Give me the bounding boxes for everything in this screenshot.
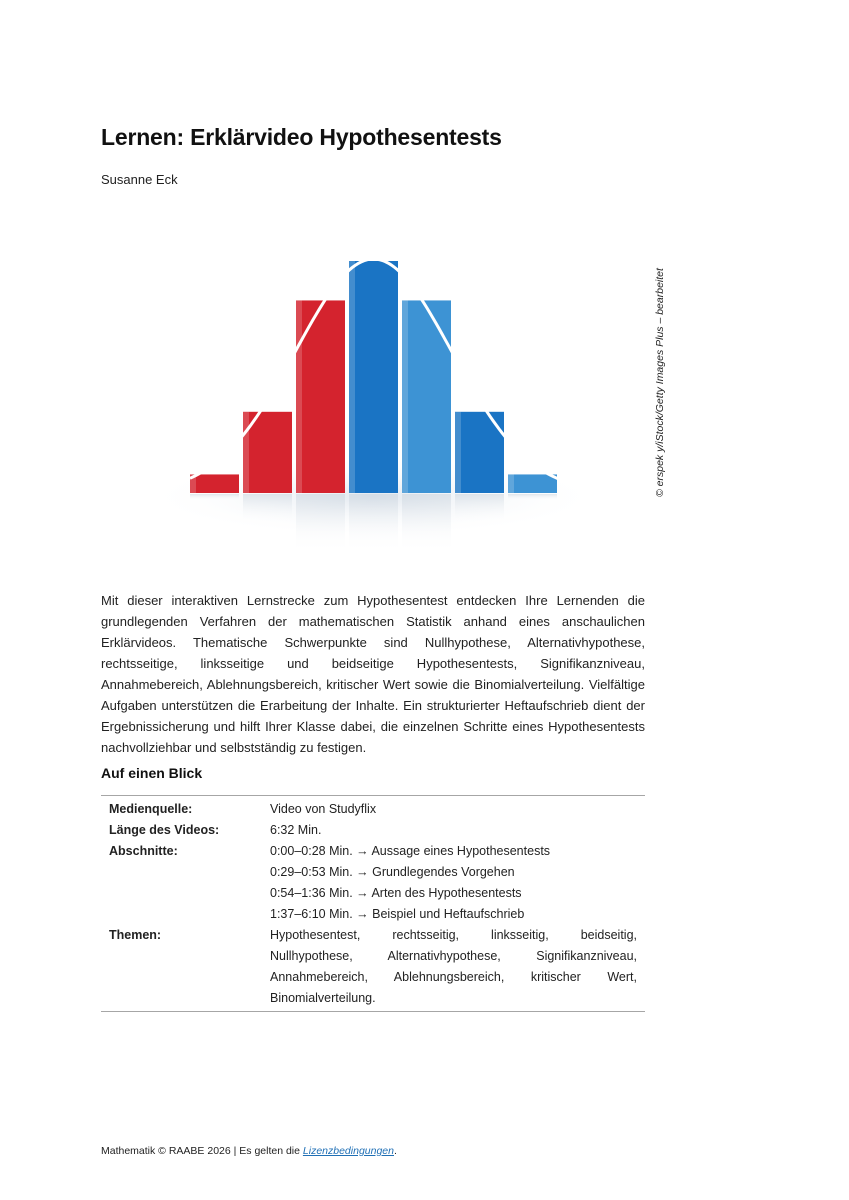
length-value: 6:32 Min.: [270, 823, 322, 837]
bar-reflection: [455, 494, 504, 522]
bar-reflection: [402, 494, 451, 554]
bar-reflection: [243, 494, 292, 522]
cover-image: [101, 212, 646, 572]
normal-distribution-histogram: [101, 212, 646, 572]
footer-text: Mathematik © RAABE 2026 | Es gelten die: [101, 1145, 303, 1157]
bar-highlight: [243, 412, 249, 493]
sections-row: [101, 841, 645, 925]
overview-heading: Auf einen Blick: [101, 765, 203, 781]
bar-highlight: [455, 412, 461, 493]
section-item: 1:37–6:10 Min. → Beispiel und Heftaufschrieb: [270, 907, 525, 921]
footer-end: .: [394, 1145, 397, 1157]
author: Susanne Eck: [101, 172, 178, 187]
page-title: Lernen: Erklärvideo Hypothesentests: [101, 124, 502, 150]
length-row: [101, 820, 645, 841]
bar-highlight: [402, 300, 408, 493]
bar-reflection: [190, 494, 239, 500]
bar-reflection: [349, 494, 398, 554]
bar-reflection: [508, 494, 557, 500]
topics-value: Hypothesentest, rechtsseitig, linksseitig, beidseitig, Nullhypothese, Alternativhypothese, Signifikanzniveau, Annahmebereich, Ablehnungsbereich, kritischer Wert, Binomialverteilung.: [270, 928, 637, 1005]
sections-label: Abschnitte:: [109, 844, 178, 858]
media-value: Video von Studyflix: [270, 802, 377, 816]
bar-highlight: [349, 261, 355, 493]
bar-reflection: [296, 494, 345, 554]
license-link[interactable]: Lizenzbedingungen: [302, 1145, 394, 1157]
topics-row: [101, 925, 645, 1009]
bar-highlight: [296, 300, 302, 493]
media-row: [101, 799, 645, 820]
sections-list: [270, 841, 637, 925]
bar-highlight: [508, 474, 514, 493]
histogram-bar: [190, 474, 239, 493]
length-label: Länge des Videos:: [109, 823, 220, 837]
topics-label: Themen:: [109, 928, 162, 942]
section-item: 0:54–1:36 Min. → Arten des Hypothesentests: [270, 886, 522, 900]
media-label: Medienquelle:: [109, 802, 193, 816]
overview-table: [101, 795, 645, 1012]
intro-paragraph: Mit dieser interaktiven Lernstrecke zum Hypothesentest entdecken Ihre Lernenden die grundlegenden Verfahren der mathematischen Statistik anhand eines anschaulichen Erklärvideos. Thematische Schwerpunkte sind Nullhypothese, Alternativhypothese, rechtsseitige, linksseitige und beidseitige Hypothesentests, Signifikanzniveau, Annahmebereich, Ablehnungsbereich, kritischer Wert sowie die Binomialverteilung. Vielfältige Aufgaben unterstützen die Erarbeitung der Inhalte. Ein strukturierter Heftaufschrieb dient der Ergebnissicherung und hilft Ihrer Klasse dabei, die einzelnen Schritte eines Hypothesentests nachvollziehbar und selbstständig zu festigen.: [101, 593, 645, 755]
histogram-bar: [508, 474, 557, 493]
page-footer: [101, 1145, 397, 1157]
section-item: 0:29–0:53 Min. → Grundlegendes Vorgehen: [270, 865, 515, 879]
histogram-bar: [349, 261, 398, 493]
histogram-bar: [296, 300, 345, 493]
histogram-bar: [402, 300, 451, 493]
section-item: 0:00–0:28 Min. → Aussage eines Hypothesentests: [270, 844, 551, 858]
image-credit: © erspek y/iStock/Getty Images Plus – bearbeitet: [654, 268, 666, 497]
